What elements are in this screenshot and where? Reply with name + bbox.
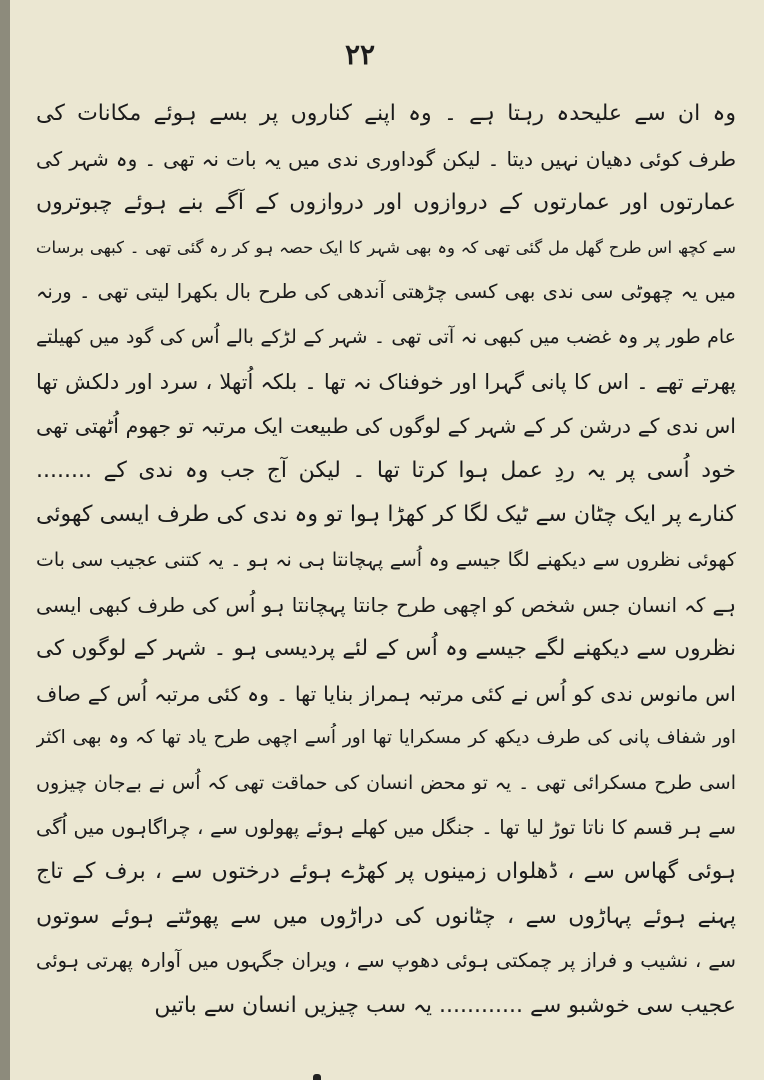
page-number: ۲۲ (344, 38, 376, 71)
text-line: سے ہر قسم کا ناتا توڑ لیا تھا ۔ جنگل میں کھلے ہوئے پھولوں سے ، چراگاہوں میں اُگی (36, 815, 736, 839)
text-line: عجیب سی خوشبو سے ............ یہ سب چیزیں انسان سے باتیں (154, 992, 736, 1018)
text-line: نظروں سے دیکھنے لگے جیسے وہ اُس کے لئے پردیسی ہو ۔ شہر کے لوگوں کی (36, 636, 736, 662)
text-line: سے ، نشیب و فراز پر چمکتی ہوئی دھوپ سے ، ویران جگہوں میں آوارہ پھرتی ہوئی (36, 949, 736, 973)
text-line: پھرتے تھے ۔ اس کا پانی گہرا اور خوفناک نہ تھا ۔ بلکہ اُتھلا ، سرد اور دلکش تھا (36, 369, 736, 394)
text-line: عمارتوں اور عمارتوں کے دروازوں اور دروازوں کے آگے بنے ہوئے چبوتروں (36, 190, 736, 216)
text-line: پہنے ہوئے پہاڑوں سے ، چٹانوں کی دراڑوں میں سے پھوٹتے ہوئے سوتوں (36, 903, 736, 929)
text-line: سے کچھ اس طرح گھل مل گئی تھی کہ وہ بھی شہر کا ایک حصہ ہو کر رہ گئی تھی ۔ کبھی برسات (36, 237, 736, 257)
text-line: میں یہ چھوٹی سی ندی بھی کسی چڑھتی آندھی کی طرح بال بکھرا لیتی تھی ۔ ورنہ (36, 280, 736, 304)
text-line: ہوئی گھاس سے ، ڈھلواں زمینوں پر کھڑے ہوئے درختوں سے ، برف کے تاج (36, 859, 736, 885)
text-line: عام طور پر وہ غضب میں کبھی نہ آتی تھی ۔ شہر کے لڑکے بالے اُس کی گود میں کھیلتے (36, 325, 736, 348)
text-line: وہ ان سے علیحدہ رہتا ہے ۔ وہ اپنے کناروں پر بسے ہوئے مکانات کی (36, 101, 736, 126)
text-line: کھوئی نظروں سے دیکھنے لگا جیسے وہ اُسے پہچانتا ہی نہ ہو ۔ یہ کتنی عجیب سی بات (36, 548, 736, 571)
text-line: طرف کوئی دھیان نہیں دیتا ۔ لیکن گوداوری ندی میں یہ بات نہ تھی ۔ وہ شہر کی (36, 146, 736, 171)
page-binding-shadow (0, 0, 10, 1080)
text-line: اس ندی کے درشن کر کے شہر کے لوگوں کی طبیعت ایک مرتبہ تو جھوم اُٹھتی تھی (36, 414, 736, 439)
text-line: اور شفاف پانی کی طرف دیکھ کر مسکرایا تھا اور اُسے اچھی طرح یاد تھا کہ وہ بھی اکثر (36, 727, 736, 749)
page-bottom-mark (313, 1074, 321, 1080)
text-line: خود اُسی پر یہ ردِ عمل ہوا کرتا تھا ۔ لیکن آج جب وہ ندی کے ........ (36, 457, 736, 483)
text-line: اسی طرح مسکرائی تھی ۔ یہ تو محض انسان کی حماقت تھی کہ اُس نے بےجان چیزوں (36, 771, 736, 794)
text-line: ہے کہ انسان جس شخص کو اچھی طرح جانتا پہچانتا ہو اُس کی طرف کبھی ایسی (36, 592, 736, 617)
text-line: اس مانوس ندی کو اُس نے کئی مرتبہ ہمراز بنایا تھا ۔ وہ کئی مرتبہ اُس کے صاف (36, 681, 736, 706)
body-text (36, 92, 736, 1028)
text-line: کنارے پر ایک چٹان سے ٹیک لگا کر کھڑا ہوا تو وہ ندی کی طرف ایسی کھوئی (36, 502, 736, 528)
